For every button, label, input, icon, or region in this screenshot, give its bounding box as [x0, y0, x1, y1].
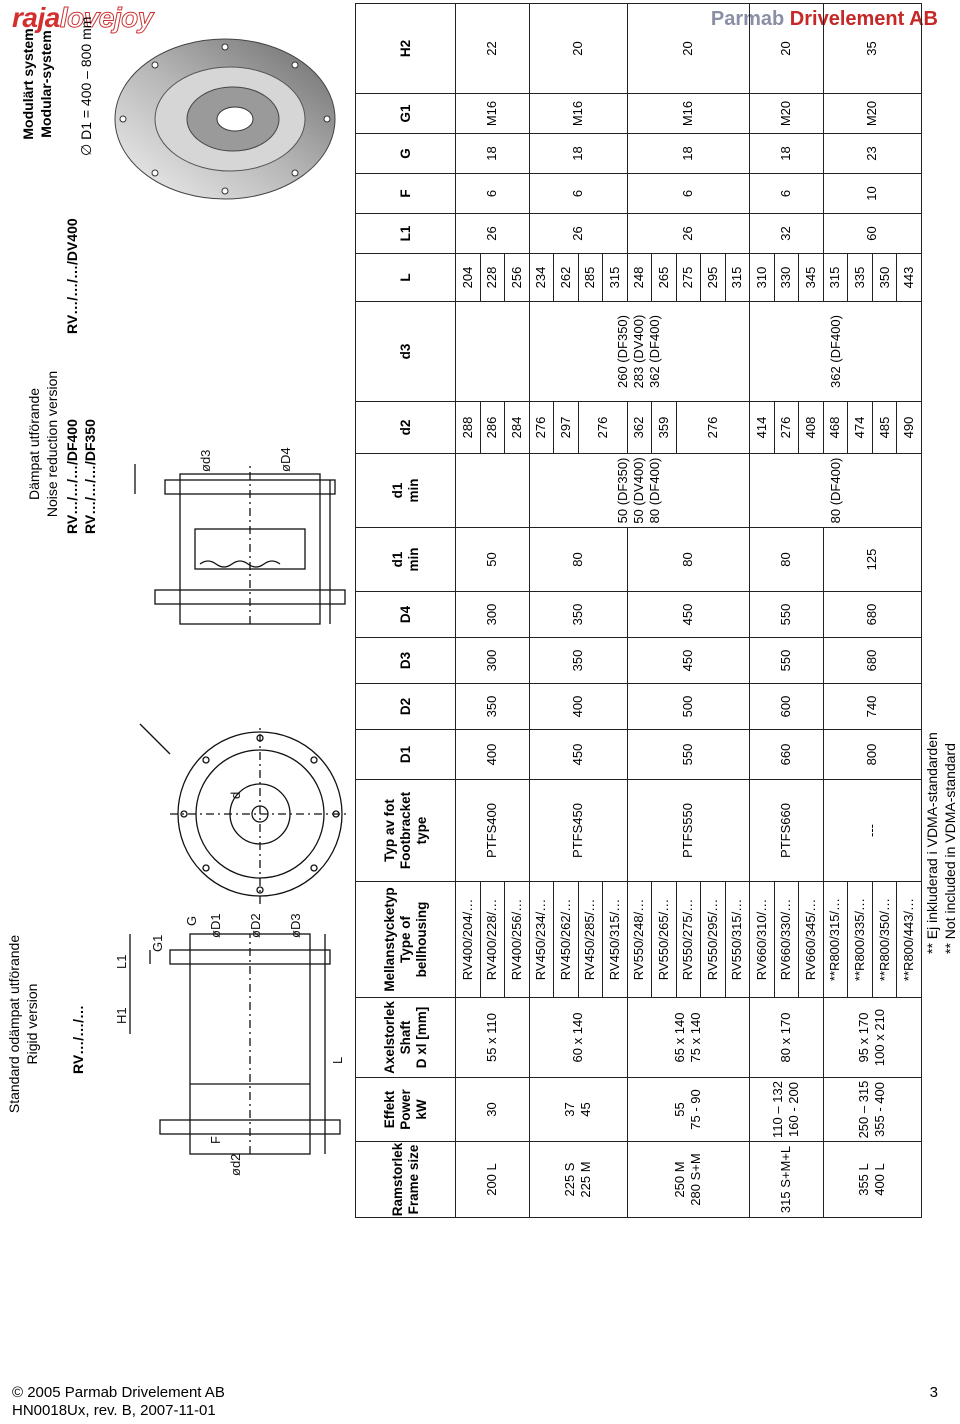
label-L: L: [330, 1056, 345, 1064]
standard-model: RV…/…/…: [70, 1005, 86, 1074]
cell-D3: 350: [529, 638, 627, 684]
damped-model-3: RV…/…/…/DV400: [64, 218, 80, 334]
cell-L: 315: [823, 254, 848, 302]
cell-housing: RV450/262/…: [554, 882, 579, 998]
cell-frame: 315 S+M+L: [750, 1142, 824, 1218]
header-power: Effekt Power kW: [356, 1078, 456, 1142]
bellhousing-spec-table: [355, 3, 922, 1218]
cell-housing: RV660/310/…: [750, 882, 775, 998]
cell-d2: 485: [872, 402, 897, 454]
label-d3: ød3: [198, 449, 213, 472]
cell-L1: 26: [529, 214, 627, 254]
cell-L: 265: [652, 254, 677, 302]
cell-D2: 350: [456, 684, 530, 730]
cell-L: 256: [505, 254, 530, 302]
cell-L: 335: [848, 254, 873, 302]
cell-H2: 35: [823, 4, 921, 94]
cell-D3: 450: [627, 638, 750, 684]
cell-D1: 800: [823, 730, 921, 780]
cell-F: 10: [823, 174, 921, 214]
header-F: F: [356, 174, 456, 214]
cell-shaft: 95 x 170 100 x 210: [823, 998, 921, 1078]
cell-D2: 500: [627, 684, 750, 730]
cell-L: 315: [603, 254, 628, 302]
cell-housing: RV660/330/…: [774, 882, 799, 998]
cell-power: 250 – 315 355 - 400: [823, 1078, 921, 1142]
table-row: [823, 4, 848, 1218]
cell-L: 204: [456, 254, 481, 302]
header-H2: H2: [356, 4, 456, 94]
footnote-sv: ** Ej inkluderad i VDMA-standarden: [924, 732, 940, 954]
cell-d2: 414: [750, 402, 775, 454]
cell-d1-damped: 50 (DF350) 50 (DV400) 80 (DF400): [529, 454, 750, 528]
label-L1: L1: [114, 954, 129, 969]
cell-d1: 125: [823, 528, 921, 592]
cell-L1: 32: [750, 214, 824, 254]
cell-G1: M20: [823, 94, 921, 134]
modular-title-sv: Modulärt system: [20, 28, 36, 140]
damped-title-en: Noise reduction version: [44, 370, 60, 518]
cell-L: 295: [701, 254, 726, 302]
cell-housing: RV450/315/…: [603, 882, 628, 998]
copyright: © 2005 Parmab Drivelement AB: [12, 1384, 225, 1401]
cell-H2: 22: [456, 4, 530, 94]
cell-L: 310: [750, 254, 775, 302]
cell-D1: 660: [750, 730, 824, 780]
footnote-en: ** Not included in VDMA-standard: [942, 743, 958, 954]
cell-d1: 80: [627, 528, 750, 592]
cell-d2: 408: [799, 402, 824, 454]
damped-model-1: RV…/…/…/DF400: [64, 419, 80, 534]
label-d: d: [228, 791, 243, 799]
cell-D3: 300: [456, 638, 530, 684]
cell-G1: M20: [750, 94, 824, 134]
cell-G1: M16: [627, 94, 750, 134]
header-D4: D4: [356, 592, 456, 638]
rigid-version-drawing: [110, 304, 350, 1184]
cell-footbracket: ---: [823, 780, 921, 882]
cell-G1: M16: [456, 94, 530, 134]
cell-housing: **R800/350/…: [872, 882, 897, 998]
header-G: G: [356, 134, 456, 174]
cell-D1: 550: [627, 730, 750, 780]
cell-G: 23: [823, 134, 921, 174]
cell-d2: 276: [529, 402, 554, 454]
cell-shaft: 65 x 140 75 x 140: [627, 998, 750, 1078]
cell-L: 350: [872, 254, 897, 302]
label-D2: øD2: [248, 913, 263, 938]
cell-L: 443: [897, 254, 922, 302]
cell-footbracket: PTFS400: [456, 780, 530, 882]
header-d2: d2: [356, 402, 456, 454]
cell-d2: 276: [578, 402, 627, 454]
damped-model-2: RV…/…/…/DF350: [82, 419, 98, 534]
cell-L1: 26: [627, 214, 750, 254]
cell-G: 18: [627, 134, 750, 174]
cell-d2: 490: [897, 402, 922, 454]
header-footbracket: Typ av fot Footbracket type: [356, 780, 456, 882]
cell-L: 330: [774, 254, 799, 302]
cell-d2: 297: [554, 402, 579, 454]
cell-d2: 288: [456, 402, 481, 454]
cell-D4: 680: [823, 592, 921, 638]
cell-d3: 362 (DF400): [750, 302, 922, 402]
cell-D2: 600: [750, 684, 824, 730]
header-L1: L1: [356, 214, 456, 254]
label-G1: G1: [150, 934, 165, 952]
cell-D2: 400: [529, 684, 627, 730]
cell-D3: 680: [823, 638, 921, 684]
standard-title-sv: Standard odämpat utförande: [6, 934, 22, 1114]
cell-housing: **R800/335/…: [848, 882, 873, 998]
cell-housing: RV400/228/…: [480, 882, 505, 998]
cell-housing: RV550/265/…: [652, 882, 677, 998]
cell-L1: 60: [823, 214, 921, 254]
header-D2: D2: [356, 684, 456, 730]
header-frame: Ramstorlek Frame size: [356, 1142, 456, 1218]
cell-d2: 276: [676, 402, 750, 454]
cell-housing: RV400/204/…: [456, 882, 481, 998]
cell-H2: 20: [750, 4, 824, 94]
table-row: [456, 4, 481, 1218]
header-d3: d3: [356, 302, 456, 402]
cell-shaft: 55 x 110: [456, 998, 530, 1078]
cell-D4: 350: [529, 592, 627, 638]
cell-shaft: 60 x 140: [529, 998, 627, 1078]
cell-F: 6: [456, 174, 530, 214]
cell-d2: 284: [505, 402, 530, 454]
header-G1: G1: [356, 94, 456, 134]
cell-D1: 400: [456, 730, 530, 780]
cell-F: 6: [750, 174, 824, 214]
cell-d3: [456, 302, 530, 402]
header-housing: Mellanstycketyp Type of bellhousing: [356, 882, 456, 998]
cell-power: 110 – 132 160 - 200: [750, 1078, 824, 1142]
cell-housing: RV450/285/…: [578, 882, 603, 998]
cell-D4: 450: [627, 592, 750, 638]
cell-housing: RV550/248/…: [627, 882, 652, 998]
cell-housing: RV450/234/…: [529, 882, 554, 998]
cell-housing: RV550/275/…: [676, 882, 701, 998]
cell-L: 285: [578, 254, 603, 302]
cell-housing: RV660/345/…: [799, 882, 824, 998]
cell-G: 18: [529, 134, 627, 174]
cell-d3: 260 (DF350) 283 (DV400) 362 (DF400): [529, 302, 750, 402]
label-G: G: [184, 915, 199, 926]
cell-shaft: 80 x 170: [750, 998, 824, 1078]
cell-d2: 474: [848, 402, 873, 454]
cell-frame: 250 M 280 S+M: [627, 1142, 750, 1218]
cell-L: 262: [554, 254, 579, 302]
standard-title-en: Rigid version: [24, 983, 40, 1065]
cell-F: 6: [529, 174, 627, 214]
cell-H2: 20: [529, 4, 627, 94]
cell-D1: 450: [529, 730, 627, 780]
label-F: F: [208, 1136, 223, 1144]
cell-d1-damped: 80 (DF400): [750, 454, 922, 528]
cell-d1: 50: [456, 528, 530, 592]
cell-housing: **R800/443/…: [897, 882, 922, 998]
cell-d1: 80: [750, 528, 824, 592]
header-d1: d1 min: [356, 528, 456, 592]
cell-L1: 26: [456, 214, 530, 254]
label-D1: øD1: [208, 913, 223, 938]
page-number: 3: [929, 1384, 938, 1401]
cell-L: 315: [725, 254, 750, 302]
cell-L: 275: [676, 254, 701, 302]
header-d1b: d1 min: [356, 454, 456, 528]
cell-housing: RV550/315/…: [725, 882, 750, 998]
cell-D4: 300: [456, 592, 530, 638]
document-reference: HN0018Ux, rev. B, 2007-11-01: [12, 1402, 216, 1419]
cell-G1: M16: [529, 94, 627, 134]
table-row: [529, 4, 554, 1218]
cell-L: 228: [480, 254, 505, 302]
cell-footbracket: PTFS550: [627, 780, 750, 882]
cell-housing: **R800/315/…: [823, 882, 848, 998]
cell-d2: 362: [627, 402, 652, 454]
table-row: [627, 4, 652, 1218]
cell-footbracket: PTFS660: [750, 780, 824, 882]
label-H1: H1: [114, 1007, 129, 1024]
bellhousing-3d-render: [105, 19, 345, 219]
modular-title-en: Modular-system: [38, 30, 54, 138]
cell-D2: 740: [823, 684, 921, 730]
cell-frame: 225 S 225 M: [529, 1142, 627, 1218]
cell-d1-damped: [456, 454, 530, 528]
cell-G: 18: [750, 134, 824, 174]
cell-housing: RV400/256/…: [505, 882, 530, 998]
cell-power: 37 45: [529, 1078, 627, 1142]
diameter-range: ∅ D1 = 400 – 800 mm: [78, 16, 94, 156]
header-shaft: Axelstorlek Shaft D xl [mm]: [356, 998, 456, 1078]
cell-d1: 80: [529, 528, 627, 592]
cell-frame: 200 L: [456, 1142, 530, 1218]
company-brand: Parmab Drivelement AB: [710, 8, 938, 30]
header-D1: D1: [356, 730, 456, 780]
label-D3: øD3: [288, 913, 303, 938]
cell-footbracket: PTFS450: [529, 780, 627, 882]
cell-d2: 359: [652, 402, 677, 454]
cell-housing: RV550/295/…: [701, 882, 726, 998]
cell-D3: 550: [750, 638, 824, 684]
label-D4: øD4: [278, 447, 293, 472]
cell-L: 248: [627, 254, 652, 302]
cell-d2: 276: [774, 402, 799, 454]
cell-L: 234: [529, 254, 554, 302]
cell-F: 6: [627, 174, 750, 214]
cell-H2: 20: [627, 4, 750, 94]
cell-frame: 355 L 400 L: [823, 1142, 921, 1218]
table-row: [750, 4, 775, 1218]
label-d2: ød2: [228, 1153, 243, 1176]
header-L: L: [356, 254, 456, 302]
cell-L: 345: [799, 254, 824, 302]
rajalovejoy-logo: rajalovejoy: [12, 2, 153, 33]
cell-d2: 286: [480, 402, 505, 454]
cell-G: 18: [456, 134, 530, 174]
damped-title-sv: Dämpat utförande: [26, 387, 42, 501]
cell-power: 30: [456, 1078, 530, 1142]
cell-D4: 550: [750, 592, 824, 638]
cell-power: 55 75 - 90: [627, 1078, 750, 1142]
header-D3: D3: [356, 638, 456, 684]
cell-d2: 468: [823, 402, 848, 454]
